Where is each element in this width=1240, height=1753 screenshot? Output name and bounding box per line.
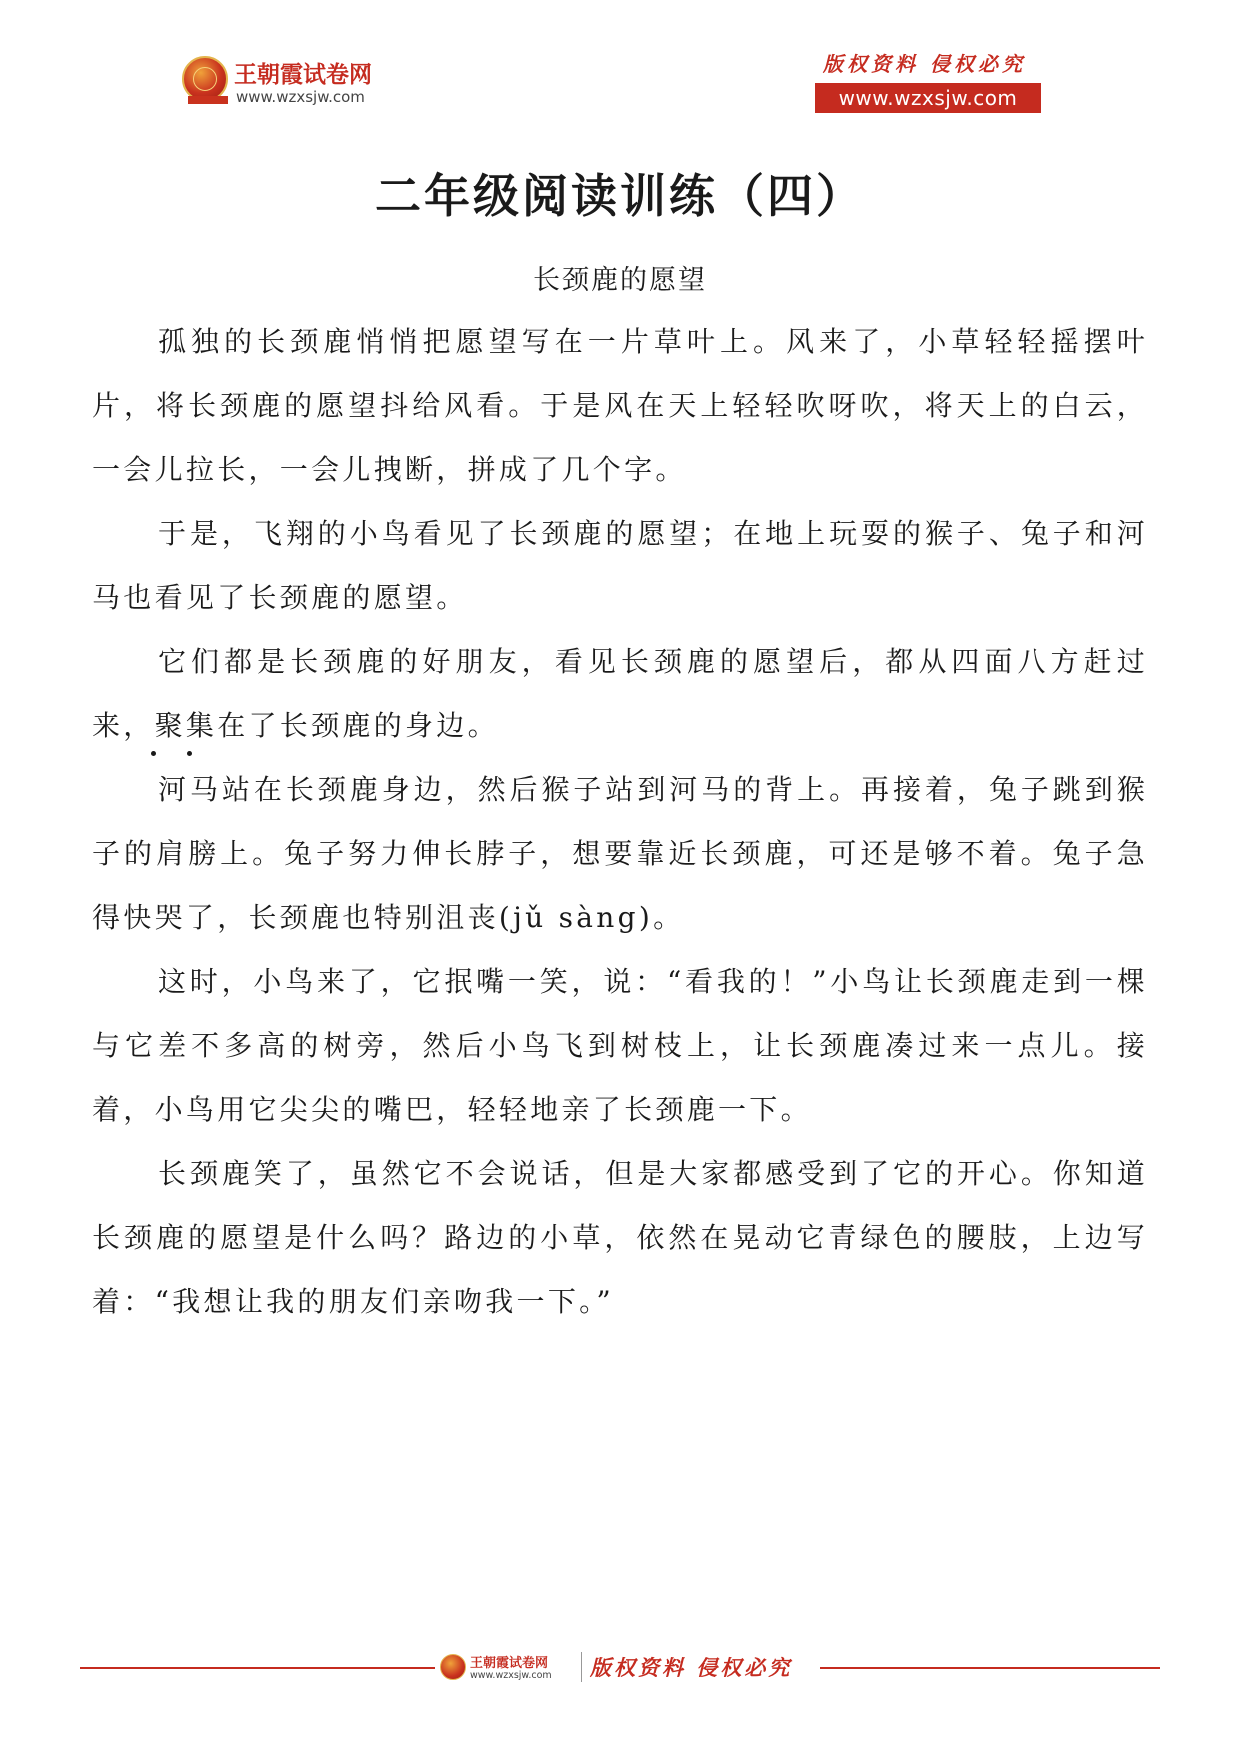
- emphasis-dot: [187, 751, 192, 756]
- copyright-text: 版权资料 侵权必究: [823, 52, 1026, 76]
- paragraph-2: 于是，飞翔的小鸟看见了长颈鹿的愿望；在地上玩耍的猴子、兔子和河马也看见了长颈鹿的愿望。: [92, 517, 1148, 614]
- copyright-url: www.wzxsjw.com: [815, 83, 1041, 113]
- brand-logo: [182, 52, 442, 114]
- emphasis-dot: [151, 751, 156, 756]
- page-title: 二年级阅读训练（四）: [375, 169, 865, 223]
- paragraph-1: 孤独的长颈鹿悄悄把愿望写在一片草叶上。风来了，小草轻轻摇摆叶片，将长颈鹿的愿望抖给风看。于是风在天上轻轻吹呀吹，将天上的白云，一会儿拉长，一会儿拽断，拼成了几个字。: [92, 325, 1148, 486]
- logo-url: www.wzxsjw.com: [236, 88, 365, 106]
- footer-logo-name: 王朝霞试卷网: [470, 1656, 549, 1671]
- footer-separator: [581, 1652, 582, 1682]
- copyright-block: [815, 48, 1055, 113]
- footer-divider-right: [820, 1667, 1160, 1669]
- paragraph-5: 这时，小鸟来了，它抿嘴一笑，说：“看我的！”小鸟让长颈鹿走到一棵与它差不多高的树旁，然后小鸟飞到树枝上，让长颈鹿凑过来一点儿。接着，小鸟用它尖尖的嘴巴，轻轻地亲了长颈鹿一下。: [92, 965, 1148, 1126]
- footer-divider-left: [80, 1667, 435, 1669]
- footer-logo: [440, 1652, 580, 1686]
- paragraph-6: 长颈鹿笑了，虽然它不会说话，但是大家都感受到了它的开心。你知道长颈鹿的愿望是什么吗？路边的小草，依然在晃动它青绿色的腰肢，上边写着：“我想让我的朋友们亲吻我一下。”: [92, 1157, 1148, 1318]
- paragraph-3: 它们都是长颈鹿的好朋友，看见长颈鹿的愿望后，都从四面八方赶过来，聚集在了长颈鹿的身边。: [92, 645, 1148, 742]
- footer-logo-url: www.wzxsjw.com: [470, 1670, 552, 1681]
- logo-name: 王朝霞试卷网: [234, 62, 372, 88]
- story-body: [92, 310, 1148, 1334]
- paragraph-4: 河马站在长颈鹿身边，然后猴子站到河马的背上。再接着，兔子跳到猴子的肩膀上。兔子努力伸长脖子，想要靠近长颈鹿，可还是够不着。兔子急得快哭了，长颈鹿也特别沮丧(jǔ sàng)。: [92, 773, 1148, 934]
- seal-icon: [440, 1654, 466, 1680]
- story-title: 长颈鹿的愿望: [533, 265, 707, 296]
- ribbon-icon: [188, 96, 228, 104]
- footer-copyright: 版权资料 侵权必究: [590, 1655, 793, 1680]
